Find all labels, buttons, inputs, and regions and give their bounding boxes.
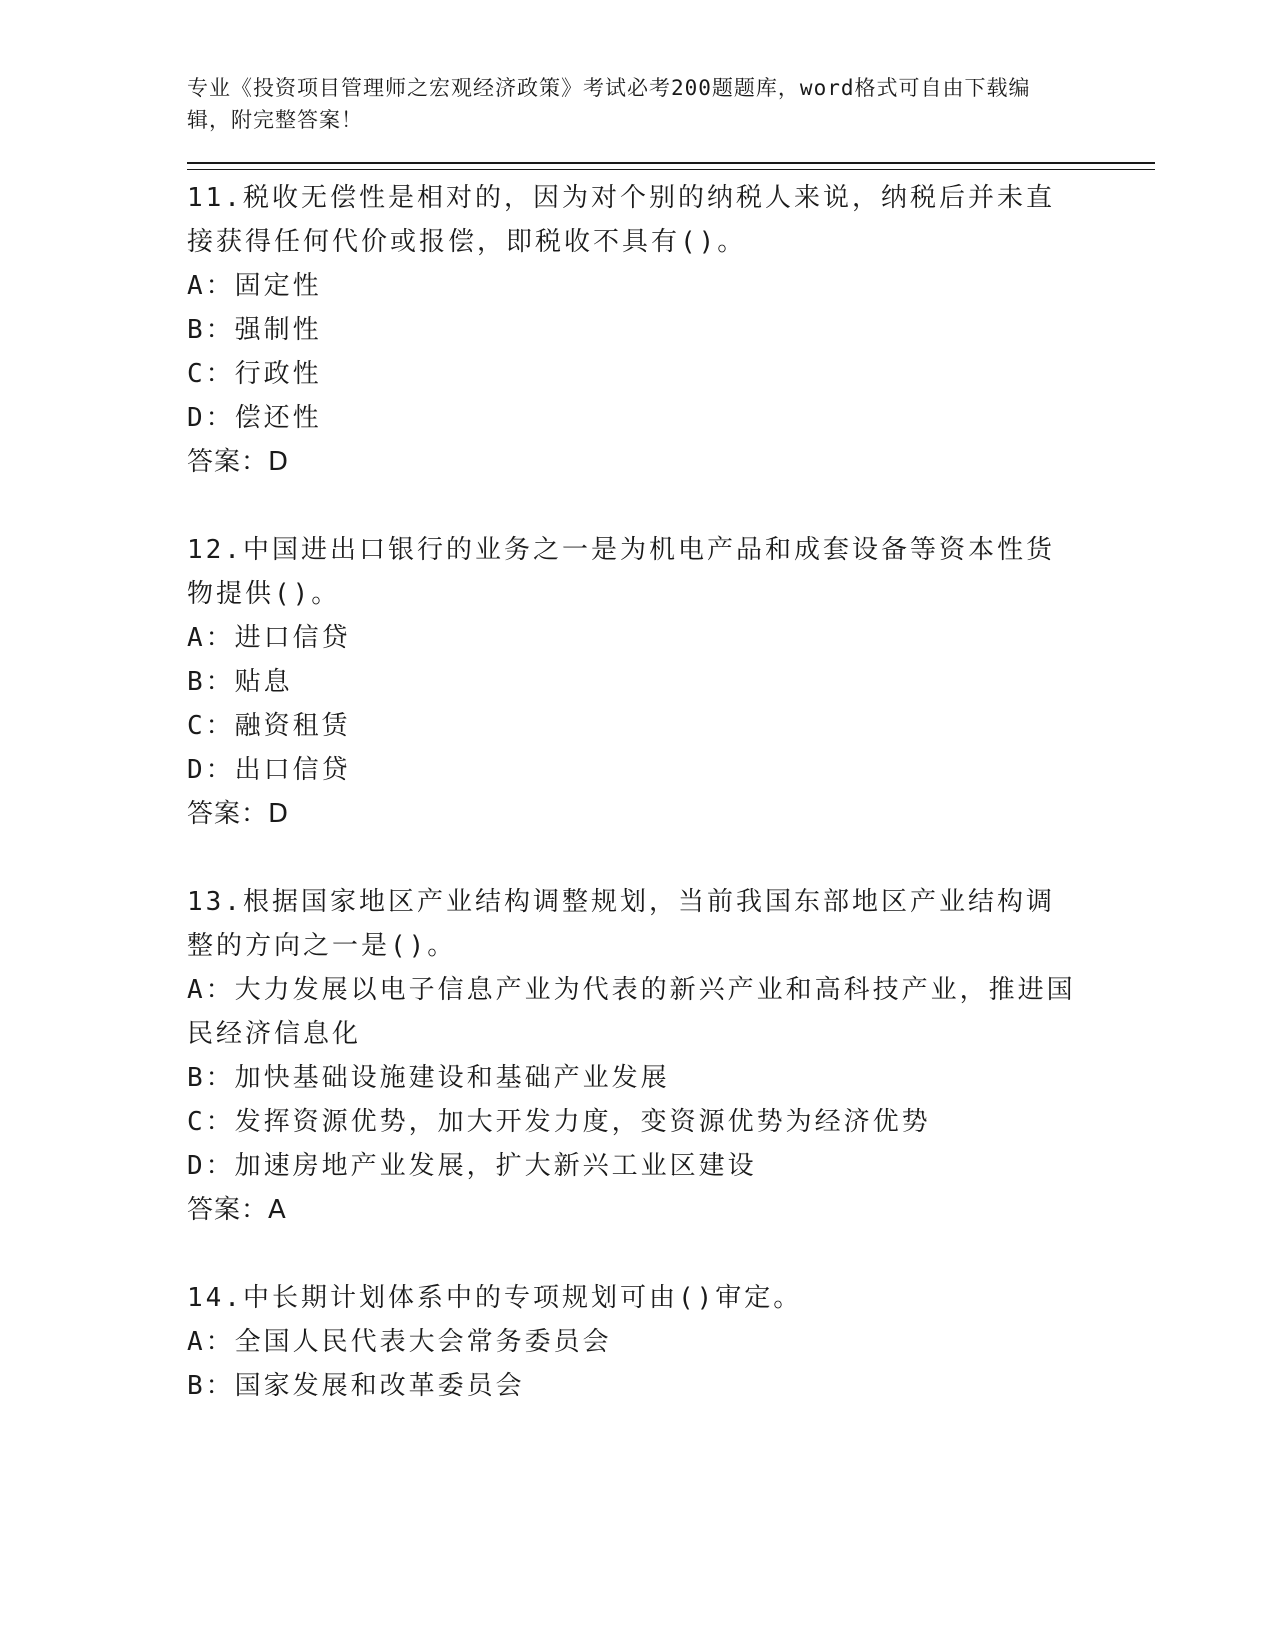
- option-a: A：大力发展以电子信息产业为代表的新兴产业和高科技产业，推进国民经济信息化: [187, 975, 1076, 1049]
- option-b: B：强制性: [187, 315, 322, 345]
- question-13: [187, 880, 1155, 1232]
- answer-text: 答案：A: [187, 1195, 287, 1225]
- document-page: [187, 72, 1155, 1408]
- option-a: A：进口信贷: [187, 623, 351, 653]
- option-b: B：贴息: [187, 667, 293, 697]
- option-d: D：偿还性: [187, 403, 322, 433]
- answer-text: 答案：D: [187, 447, 290, 477]
- option-a: A：全国人民代表大会常务委员会: [187, 1327, 612, 1357]
- option-c: C：行政性: [187, 359, 322, 389]
- header-divider: [187, 162, 1155, 170]
- option-d: D：加速房地产业发展，扩大新兴工业区建设: [187, 1151, 757, 1181]
- option-d: D：出口信贷: [187, 755, 351, 785]
- answer-text: 答案：D: [187, 799, 290, 829]
- option-c: C：发挥资源优势，加大开发力度，变资源优势为经济优势: [187, 1107, 931, 1137]
- option-b: B：加快基础设施建设和基础产业发展: [187, 1063, 670, 1093]
- question-stem: 14.中长期计划体系中的专项规划可由()审定。: [187, 1283, 803, 1313]
- option-b: B：国家发展和改革委员会: [187, 1371, 525, 1401]
- question-stem: 12.中国进出口银行的业务之一是为机电产品和成套设备等资本性货物提供()。: [187, 535, 1055, 609]
- question-14: [187, 1276, 1155, 1408]
- document-intro: 专业《投资项目管理师之宏观经济政策》考试必考200题题库，word格式可自由下载编辑，附完整答案！: [187, 76, 1031, 132]
- option-a: A：固定性: [187, 271, 322, 301]
- question-12: [187, 528, 1155, 836]
- option-c: C：融资租赁: [187, 711, 351, 741]
- question-11: [187, 176, 1155, 484]
- question-stem: 11.税收无偿性是相对的，因为对个别的纳税人来说，纳税后并未直接获得任何代价或报偿，即税收不具有()。: [187, 183, 1055, 257]
- question-stem: 13.根据国家地区产业结构调整规划，当前我国东部地区产业结构调整的方向之一是()。: [187, 887, 1055, 961]
